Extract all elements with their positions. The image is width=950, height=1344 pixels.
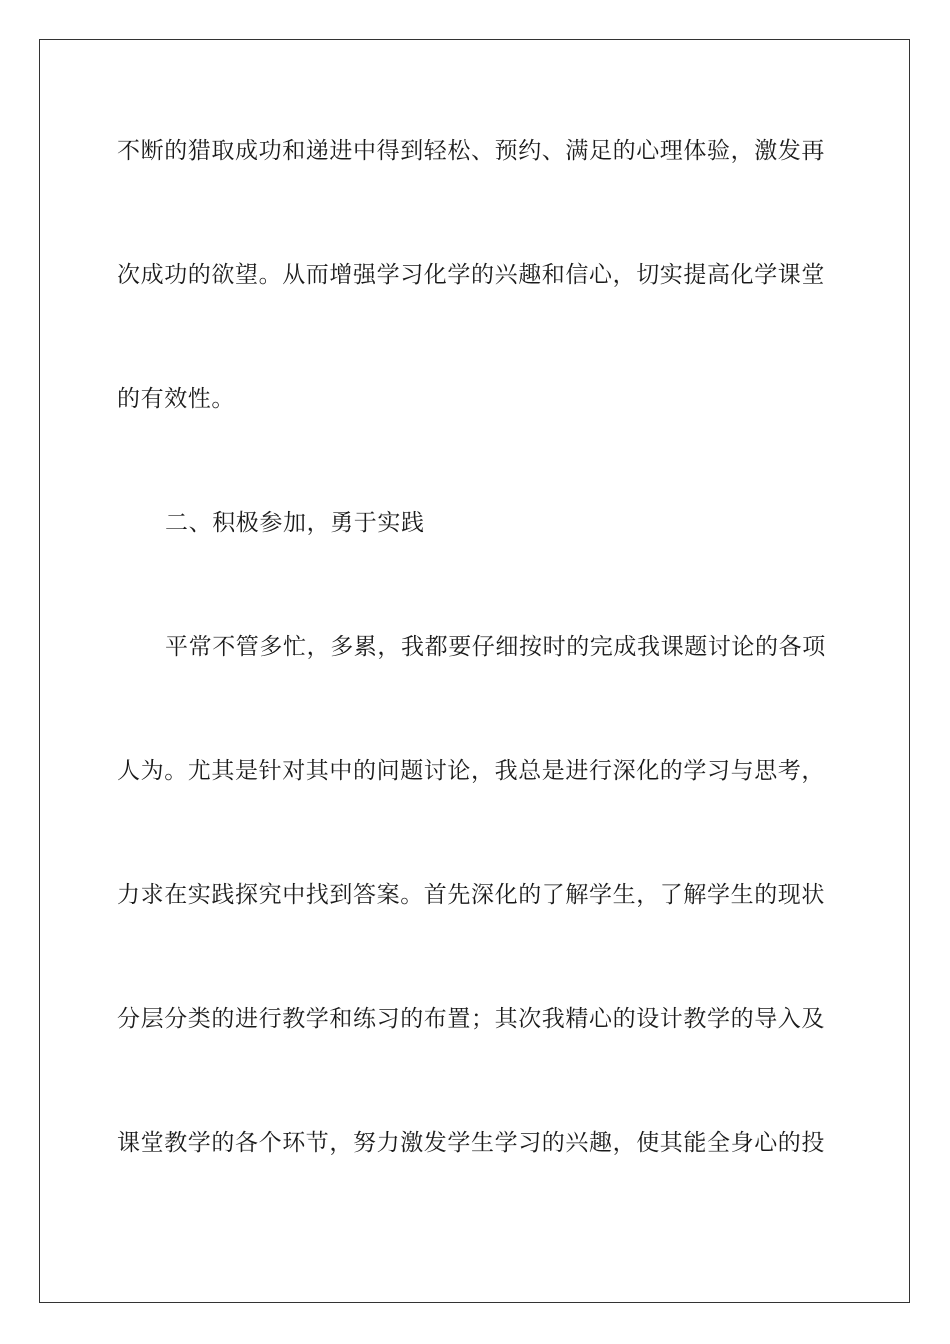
paragraph-line: 平常不管多忙，多累，我都要仔细按时的完成我课题讨论的各项 <box>165 634 826 660</box>
paragraph-line: 次成功的欲望。从而增强学习化学的兴趣和信心，切实提高化学课堂 <box>117 262 825 288</box>
page-border <box>39 39 910 1303</box>
section-heading: 二、积极参加，勇于实践 <box>165 510 425 536</box>
paragraph-line: 分层分类的进行教学和练习的布置；其次我精心的设计教学的导入及 <box>117 1006 825 1032</box>
paragraph-line: 不断的猎取成功和递进中得到轻松、预约、满足的心理体验，激发再 <box>117 138 825 164</box>
paragraph-line: 课堂教学的各个环节，努力激发学生学习的兴趣，使其能全身心的投 <box>117 1130 825 1156</box>
paragraph-line: 的有效性。 <box>117 386 235 412</box>
paragraph-line: 力求在实践探究中找到答案。首先深化的了解学生，了解学生的现状 <box>117 882 825 908</box>
paragraph-line: 人为。尤其是针对其中的问题讨论，我总是进行深化的学习与思考， <box>117 758 825 784</box>
